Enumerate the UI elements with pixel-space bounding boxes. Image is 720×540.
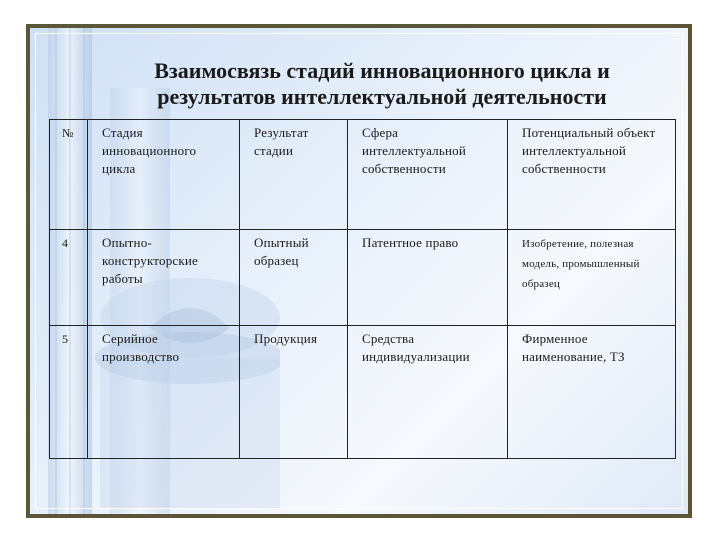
slide-title [122,58,642,110]
row-result: Продукция [240,326,348,459]
table-row [50,326,676,459]
header-object: Потенциальный объект интеллектуальной собственности [508,120,676,230]
row-sphere: Патентное право [348,230,508,326]
row-stage: Серийное производство [88,326,240,459]
row-result: Опытный образец [240,230,348,326]
title-line-2: результатов интеллектуальной деятельности [157,84,607,109]
row-sphere: Средства индивидуализации [348,326,508,459]
title-line-1: Взаимосвязь стадий инновационного цикла и [154,58,610,83]
row-stage: Опытно-конструкторские работы [88,230,240,326]
header-result: Результат стадии [240,120,348,230]
header-stage: Стадия инновационного цикла [88,120,240,230]
table-row [50,230,676,326]
row-object: Фирменное наименование, ТЗ [508,326,676,459]
row-num: 4 [50,230,88,326]
row-num: 5 [50,326,88,459]
row-object: Изобретение, полезная модель, промышленный образец [508,230,676,326]
header-sphere: Сфера интеллектуальной собственности [348,120,508,230]
header-num: № [50,120,88,230]
table-header-row [50,120,676,230]
slide-frame [26,24,692,518]
stages-table [49,119,676,459]
